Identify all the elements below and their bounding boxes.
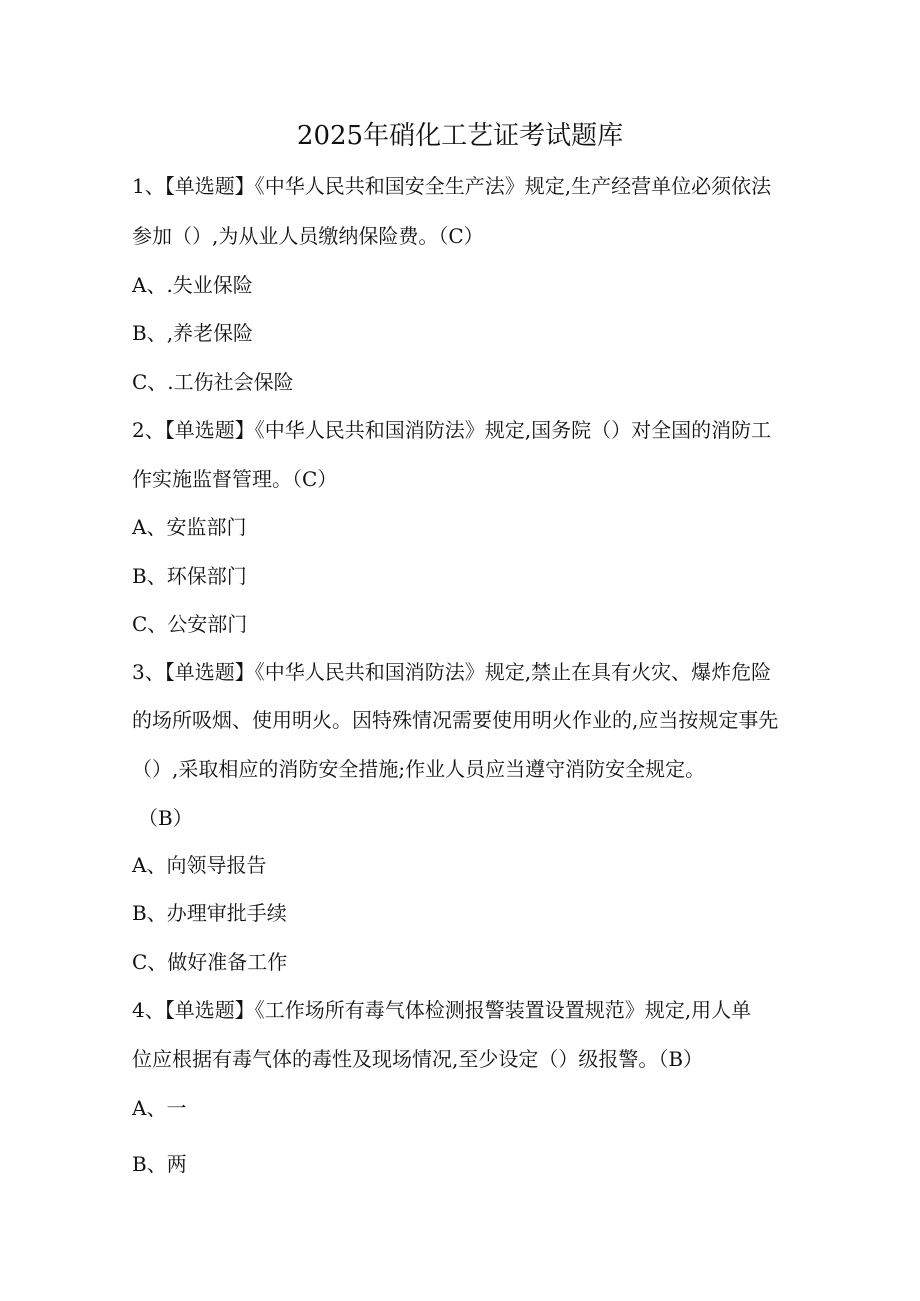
question-1-option-b: B、,养老保险	[132, 321, 254, 345]
question-2-stem-line-1: 2、【单选题】《中华人民共和国消防法》规定,国务院（）对全国的消防工	[132, 418, 772, 442]
question-2-stem-line-2: 作实施监督管理。（C）	[132, 467, 338, 491]
question-1-stem-line-2: 参加（）,为从业人员缴纳保险费。（C）	[132, 224, 484, 248]
question-3-stem-line-3: （）,采取相应的消防安全措施;作业人员应当遵守消防安全规定。	[132, 757, 706, 781]
question-1-option-a: A、.失业保险	[132, 273, 253, 297]
question-4-option-b: B、两	[132, 1152, 187, 1176]
question-3-option-c: C、做好准备工作	[132, 950, 288, 974]
question-3-answer: （B）	[138, 806, 193, 830]
question-4-option-a: A、一	[132, 1096, 187, 1120]
question-2-option-b: B、环保部门	[132, 564, 247, 588]
page-title: 2025年硝化工艺证考试题库	[296, 121, 624, 151]
question-4-stem-line-1: 4、【单选题】《工作场所有毒气体检测报警装置设置规范》规定,用人单	[132, 998, 752, 1022]
question-3-option-b: B、办理审批手续	[132, 901, 287, 925]
question-1-stem-line-1: 1、【单选题】《中华人民共和国安全生产法》规定,生产经营单位必须依法	[132, 174, 772, 198]
question-3-option-a: A、向领导报告	[132, 853, 267, 877]
question-3-stem-line-2: 的场所吸烟、使用明火。因特殊情况需要使用明火作业的,应当按规定事先	[132, 708, 779, 732]
question-4-stem-line-2: 位应根据有毒气体的毒性及现场情况,至少设定（）级报警。（B）	[132, 1047, 704, 1071]
question-2-option-c: C、公安部门	[132, 612, 248, 636]
question-1-option-c: C、.工伤社会保险	[132, 370, 294, 394]
question-2-option-a: A、安监部门	[132, 515, 247, 539]
question-3-stem-line-1: 3、【单选题】《中华人民共和国消防法》规定,禁止在具有火灾、爆炸危险	[132, 660, 772, 684]
